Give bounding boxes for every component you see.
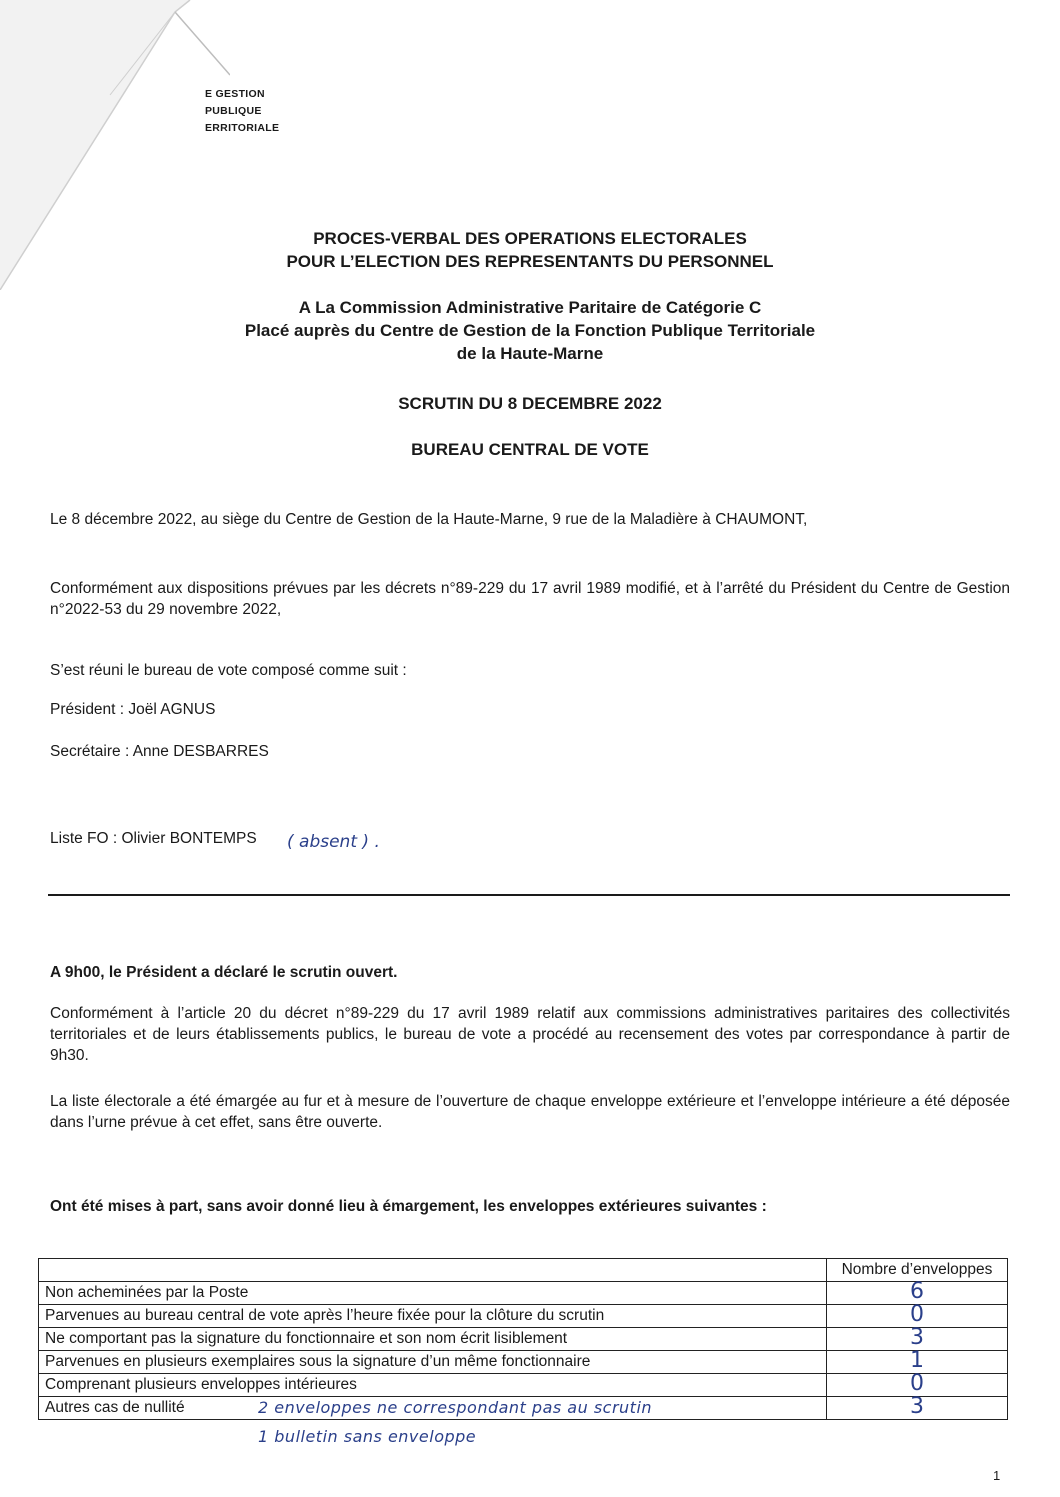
row-count: 6 bbox=[827, 1282, 1008, 1305]
count-column-header: Nombre d’enveloppes bbox=[827, 1259, 1008, 1282]
row-count: 1 bbox=[827, 1351, 1008, 1374]
table-row bbox=[39, 1328, 1008, 1351]
title-line-2: POUR L’ELECTION DES REPRESENTANTS DU PERSONNEL bbox=[286, 252, 774, 271]
row-label: Non acheminées par la Poste bbox=[39, 1282, 827, 1305]
conformity-paragraph: Conformément aux dispositions prévues par les décrets n°89-229 du 17 avril 1989 modifié, et à l’arrêté du Président du Centre de Gestion n°2022-53 du 29 novembre 2022, bbox=[50, 580, 1010, 618]
row-count: 0 bbox=[827, 1305, 1008, 1328]
row-count: 3 bbox=[827, 1328, 1008, 1351]
secretary-line: Secrétaire : Anne DESBARRES bbox=[50, 743, 269, 760]
commission-line-3: de la Haute-Marne bbox=[456, 344, 604, 363]
org-line-3: ERRITORIALE bbox=[205, 122, 280, 134]
document-title bbox=[0, 227, 1060, 273]
page-number: 1 bbox=[993, 1468, 1001, 1483]
table-row bbox=[39, 1351, 1008, 1374]
commission-line-2: Placé auprès du Centre de Gestion de la Fonction Publique Territoriale bbox=[244, 321, 816, 340]
scrutin-heading: SCRUTIN DU 8 DECEMBRE 2022 bbox=[398, 394, 662, 413]
opening-statement: A 9h00, le Président a déclaré le scrutin ouvert. bbox=[50, 964, 398, 981]
handwritten-nullity-note-2: 1 bulletin sans enveloppe bbox=[258, 1427, 477, 1446]
section-divider bbox=[48, 894, 1010, 896]
liste-fo-line: Liste FO : Olivier BONTEMPS bbox=[50, 830, 257, 847]
row-label: Ne comportant pas la signature du fonctionnaire et son nom écrit lisiblement bbox=[39, 1328, 827, 1351]
handwritten-nullity-note-1: 2 enveloppes ne correspondant pas au scrutin bbox=[258, 1398, 653, 1417]
row-label: Parvenues en plusieurs exemplaires sous la signature d’un même fonctionnaire bbox=[39, 1351, 827, 1374]
row-count: 3 bbox=[827, 1397, 1008, 1420]
handwritten-absent-note: ( absent ) . bbox=[287, 832, 380, 852]
president-line: Président : Joël AGNUS bbox=[50, 701, 216, 718]
electoral-list-paragraph: La liste électorale a été émargée au fur et à mesure de l’ouverture de chaque enveloppe extérieure et l’enveloppe intérieure a été déposée dans l’urne prévue à cet effet, sans être ouverte. bbox=[50, 1093, 1010, 1131]
article-20-paragraph: Conformément à l’article 20 du décret n°89-229 du 17 avril 1989 relatif aux commissions administratives paritaires des collectivités territoriales et de leurs établissements publics, le bureau de vote a procédé au recensement des votes par correspondance à partir de 9h30. bbox=[50, 1005, 1010, 1064]
row-label: Parvenues au bureau central de vote après l’heure fixée pour la clôture du scrutin bbox=[39, 1305, 827, 1328]
table-header-row bbox=[39, 1259, 1008, 1282]
set-aside-heading: Ont été mises à part, sans avoir donné lieu à émargement, les enveloppes extérieures suivantes : bbox=[50, 1198, 767, 1215]
row-label: Comprenant plusieurs enveloppes intérieures bbox=[39, 1374, 827, 1397]
org-line-1: E GESTION bbox=[205, 88, 265, 100]
table-header-blank bbox=[39, 1259, 827, 1282]
table-row bbox=[39, 1305, 1008, 1328]
bureau-composition-intro: S’est réuni le bureau de vote composé comme suit : bbox=[50, 662, 407, 679]
date-paragraph: Le 8 décembre 2022, au siège du Centre de Gestion de la Haute-Marne, 9 rue de la Maladière à CHAUMONT, bbox=[50, 511, 808, 528]
bureau-heading: BUREAU CENTRAL DE VOTE bbox=[411, 440, 649, 459]
table-row bbox=[39, 1282, 1008, 1305]
title-line-1: PROCES-VERBAL DES OPERATIONS ELECTORALES bbox=[313, 229, 747, 248]
row-label: Autres cas de nullité bbox=[39, 1397, 827, 1420]
commission-line-1: A La Commission Administrative Paritaire de Catégorie C bbox=[298, 298, 762, 317]
envelopes-table bbox=[38, 1258, 1008, 1420]
commission-heading bbox=[0, 296, 1060, 365]
organization-logo-text bbox=[205, 86, 279, 137]
table-row bbox=[39, 1374, 1008, 1397]
row-count: 0 bbox=[827, 1374, 1008, 1397]
org-line-2: PUBLIQUE bbox=[205, 105, 262, 117]
